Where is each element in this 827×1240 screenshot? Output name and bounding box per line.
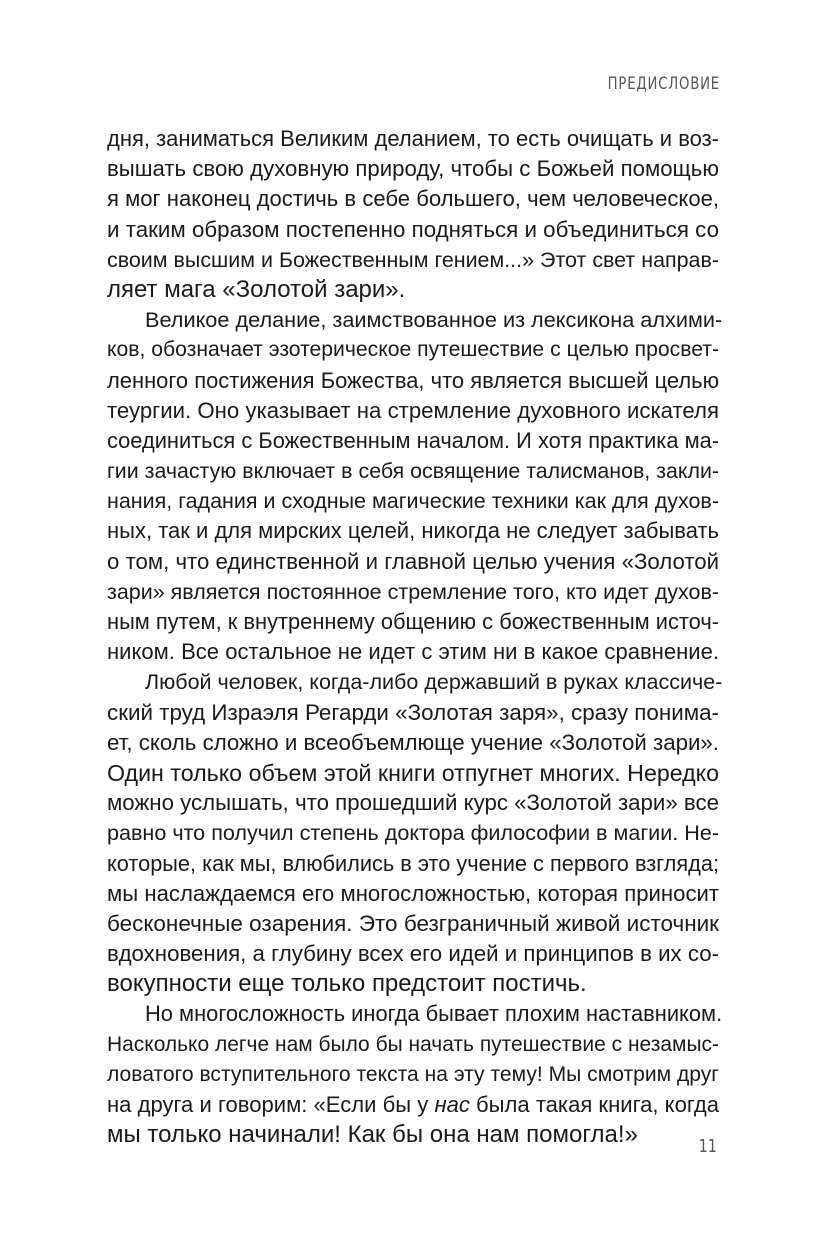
text-line: Один только объем этой книги отпугнет многих. Нередко [107, 759, 719, 786]
text-line: дня, заниматься Великим деланием, то есть очищать и воз- [107, 126, 719, 151]
paragraph-4 [107, 999, 723, 1150]
text-segment: была такая книга, когда [469, 1092, 720, 1117]
text-line: соединиться с Божественным началом. И хотя практика ма- [107, 427, 719, 453]
text-line: мы наслаждаемся его многосложностью, которая приносит [107, 880, 719, 906]
text-line: ляет мага «Золотой зари». [107, 275, 406, 303]
text-line: можно услышать, что прошедший курс «Золотой зари» все [107, 790, 719, 816]
text-line: Насколько легче нам было бы начать путешествие с незамыс- [107, 1032, 719, 1056]
text-line-with-italic [107, 1090, 719, 1120]
text-line: ловатого вступительного текста на эту тему! Мы смотрим друг [107, 1062, 719, 1086]
paragraph-3 [107, 667, 723, 999]
text-line: нания, гадания и сходные магические техники как для духов- [107, 489, 719, 514]
text-line: ет, сколь сложно и всеобъемлюще учение «Золотой зари». [107, 729, 719, 755]
text-line: Но многосложность иногда бывает плохим наставником. [145, 1001, 723, 1027]
text-line: ных, так и для мирских целей, никогда не следует забывать [107, 518, 719, 544]
paragraph-2 [107, 305, 723, 667]
text-line: ленного постижения Божества, что является высшей целью [107, 367, 719, 393]
text-line: ков, обозначает эзотерическое путешествие с целью просвет- [107, 338, 719, 362]
text-line: равно что получил степень доктора философии в магии. Не- [107, 820, 719, 846]
text-line: мы только начинали! Как бы она нам помогла!» [107, 1121, 638, 1149]
text-line: бесконечные озарения. Это безграничный живой источник [107, 910, 719, 936]
text-line: ным путем, к внутреннему общению с божественным источ- [107, 609, 719, 634]
text-line: о том, что единственной и главной целью учения «Золотой [107, 548, 719, 574]
text-line: Великое делание, заимствованное из лексикона алхими- [145, 307, 723, 333]
text-line: вышать свою духовную природу, чтобы с Божьей помощью [107, 156, 719, 182]
text-line: своим высшим и Божественным гением...» Этот свет направ- [107, 247, 719, 272]
text-line: я мог наконец достичь в себе большего, чем человеческое, [107, 186, 719, 212]
text-line: ский труд Израэля Регарди «Золотая заря», сразу понима- [107, 699, 719, 725]
text-line: ником. Все остальное не идет с этим ни в какое сравнение. [107, 639, 719, 665]
text-segment: на друга и говорим: «Если бы у [107, 1092, 435, 1117]
body-text [107, 124, 723, 1150]
text-line: которые, как мы, влюбились в это учение с первого взгляда; [107, 850, 719, 876]
text-line: Любой человек, когда-либо державший в руках классиче- [145, 670, 723, 695]
text-line: вокупности еще только предстоит постичь. [107, 970, 587, 998]
text-line: теургии. Оно указывает на стремление духовного искателя [107, 397, 719, 423]
text-line: вдохновения, а глубину всех его идей и принципов в их со- [107, 941, 719, 967]
text-line: и таким образом постепенно подняться и объединиться со [107, 216, 719, 242]
paragraph-1 [107, 124, 719, 305]
text-line: зари» является постоянное стремление того, кто идет духов- [107, 579, 719, 604]
page-number: 11 [698, 1136, 717, 1157]
running-header-title: ПРЕДИСЛОВИЕ [607, 74, 720, 94]
italic-word: нас [434, 1092, 470, 1117]
text-line: гии зачастую включает в себя освящение талисманов, закли- [107, 459, 719, 484]
